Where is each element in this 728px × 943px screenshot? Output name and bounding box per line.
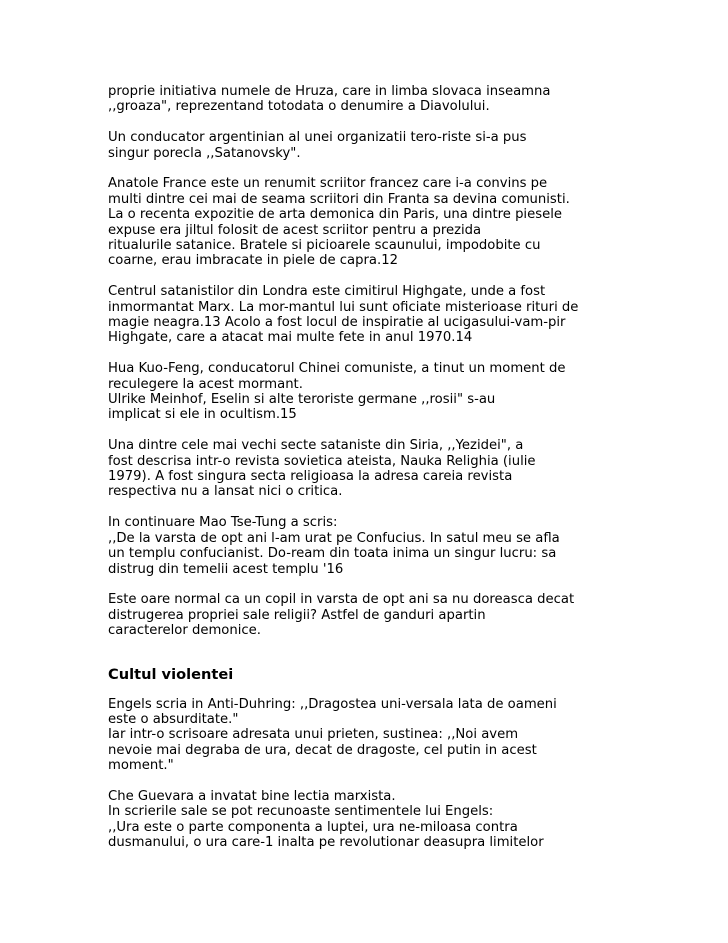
paragraph-hua-kuo-feng bbox=[108, 361, 583, 423]
text-line: dusmanului, o ura care-1 inalta pe revolutionar deasupra limitelor bbox=[108, 835, 544, 851]
text-line: inmormantat Marx. La mor-mantul lui sunt oficiate misterioase rituri de bbox=[108, 299, 579, 315]
text-line: ,,De la varsta de opt ani l-am urat pe Confucius. In satul meu se afla bbox=[108, 530, 560, 546]
text-line: Iar intr-o scrisoare adresata unui prieten, sustinea: ,,Noi avem bbox=[108, 727, 519, 743]
text-line: Centrul satanistilor din Londra este cimitirul Highgate, unde a fost bbox=[108, 284, 546, 300]
text-line: un templu confucianist. Do-ream din toata inima un singur lucru: sa bbox=[108, 546, 557, 562]
text-line: In scrierile sale se pot recunoaste sentimentele lui Engels: bbox=[108, 804, 494, 820]
text-line: caracterelor demonice. bbox=[108, 623, 261, 639]
paragraph-engels bbox=[108, 697, 583, 774]
text-line: Che Guevara a invatat bine lectia marxista. bbox=[108, 788, 396, 804]
text-line: este o absurditate." bbox=[108, 711, 239, 727]
text-line: reculegere la acest mormant. bbox=[108, 376, 303, 392]
text-line: nevoie mai degraba de ura, decat de dragoste, cel putin in acest bbox=[108, 742, 537, 758]
text-line: fost descrisa intr-o revista sovietica ateista, Nauka Relighia (iulie bbox=[108, 453, 536, 469]
text-line: Una dintre cele mai vechi secte sataniste din Siria, ,,Yezidei", a bbox=[108, 438, 524, 454]
text-line: coarne, erau imbracate in piele de capra.12 bbox=[108, 253, 398, 269]
text-line: magie neagra.13 Acolo a fost locul de inspiratie al ucigasului-vam-pir bbox=[108, 315, 566, 331]
text-line: 1979). A fost singura secta religioasa la adresa careia revista bbox=[108, 469, 513, 485]
text-line: distrugerea propriei sale religii? Astfel de ganduri apartin bbox=[108, 607, 486, 623]
text-line: ritualurile satanice. Bratele si picioarele scaunului, impodobite cu bbox=[108, 238, 541, 254]
text-line: Highgate, care a atacat mai multe fete in anul 1970.14 bbox=[108, 330, 473, 346]
text-line: distrug din temelii acest templu '16 bbox=[108, 561, 344, 577]
section-heading: Cultul violentei bbox=[108, 665, 234, 683]
paragraph-che-guevara bbox=[108, 789, 583, 851]
text-line: ,,groaza", reprezentand totodata o denumire a Diavolului. bbox=[108, 99, 490, 115]
paragraph-mao-tse-tung bbox=[108, 515, 583, 577]
text-line: Este oare normal ca un copil in varsta de opt ani sa nu doreasca decat bbox=[108, 592, 575, 608]
text-line: singur porecla ,,Satanovsky". bbox=[108, 145, 301, 161]
text-line: Hua Kuo-Feng, conducatorul Chinei comuniste, a tinut un moment de bbox=[108, 361, 566, 377]
text-line: Anatole France este un renumit scriitor francez care i-a convins pe bbox=[108, 176, 548, 192]
text-line: ,,Ura este o parte componenta a luptei, ura ne-miloasa contra bbox=[108, 819, 518, 835]
paragraph-anatole-france bbox=[108, 176, 583, 268]
text-line: expuse era jiltul folosit de acest scriitor pentru a prezida bbox=[108, 222, 482, 238]
text-line: In continuare Mao Tse-Tung a scris: bbox=[108, 515, 338, 531]
text-line: Engels scria in Anti-Duhring: ,,Dragostea uni-versala lata de oameni bbox=[108, 696, 557, 712]
text-line: proprie initiativa numele de Hruza, care in limba slovaca inseamna bbox=[108, 84, 551, 99]
paragraph-demonic-characters bbox=[108, 592, 583, 638]
text-line: La o recenta expozitie de arta demonica din Paris, una dintre piesele bbox=[108, 207, 562, 223]
paragraph-satanovsky bbox=[108, 130, 583, 161]
document-page bbox=[108, 84, 583, 866]
paragraph-hruza bbox=[108, 84, 583, 115]
paragraph-yezidei bbox=[108, 438, 583, 500]
text-line: implicat si ele in ocultism.15 bbox=[108, 407, 297, 423]
text-line: moment." bbox=[108, 758, 174, 774]
text-line: Un conducator argentinian al unei organizatii tero-riste si-a pus bbox=[108, 130, 527, 146]
text-line: multi dintre cei mai de seama scriitori din Franta sa devina comunisti. bbox=[108, 191, 570, 207]
text-line: Ulrike Meinhof, Eselin si alte teroriste germane ,,rosii" s-au bbox=[108, 392, 496, 408]
paragraph-highgate bbox=[108, 284, 583, 346]
text-line: respectiva nu a lansat nici o critica. bbox=[108, 484, 343, 500]
